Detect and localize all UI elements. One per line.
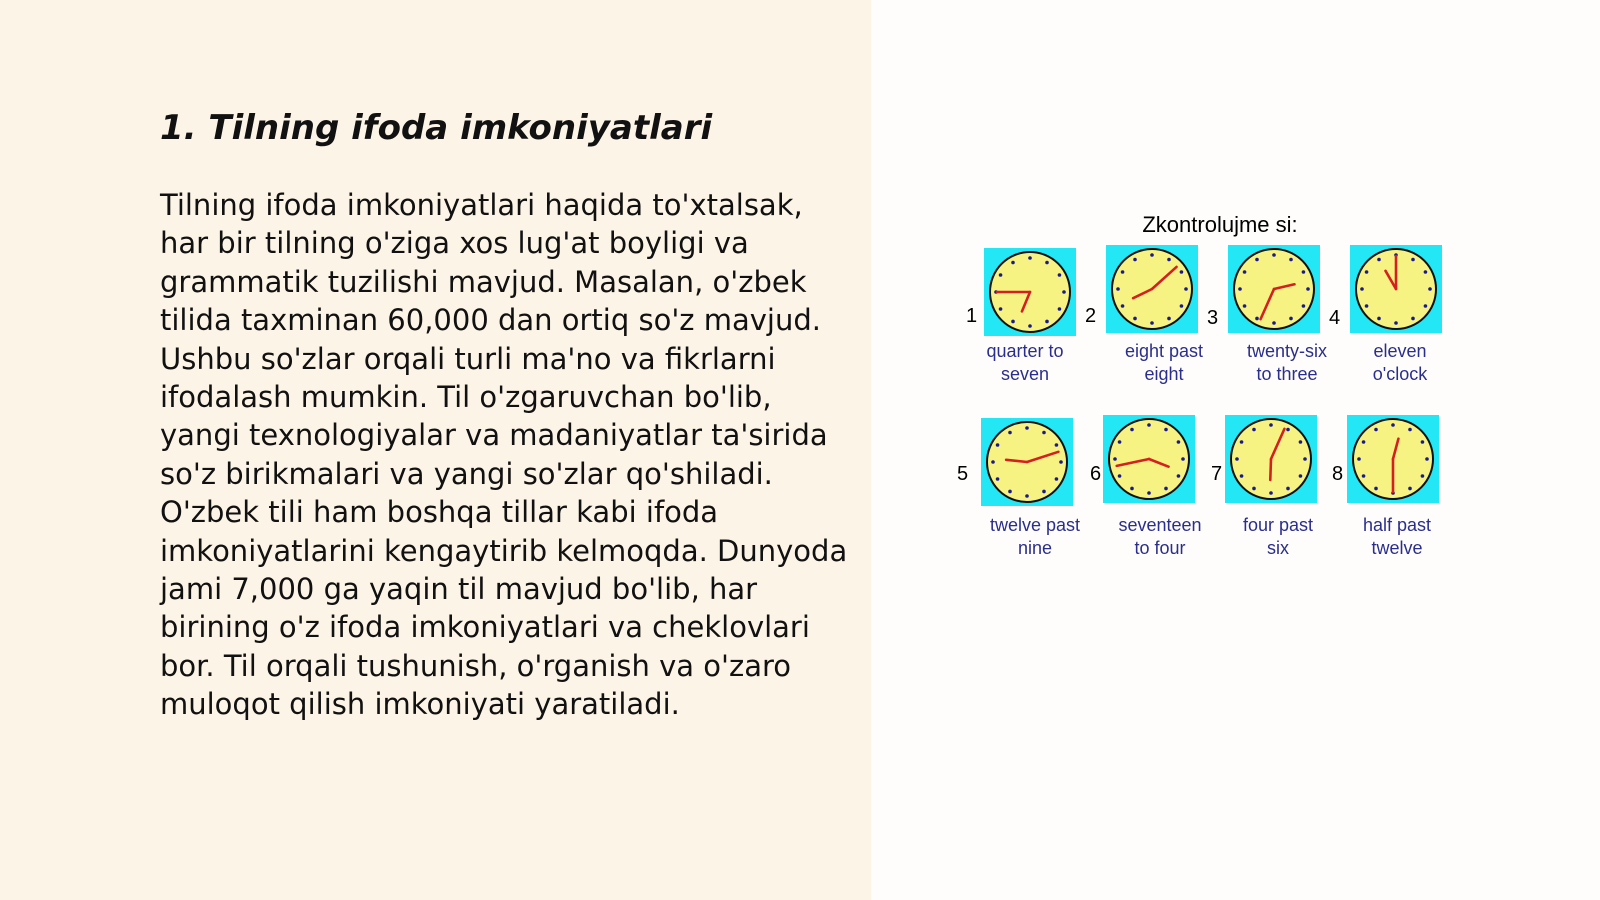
clock-caption: eight past eight bbox=[1124, 341, 1204, 384]
clock-caption: twenty-six to three bbox=[1246, 341, 1327, 384]
clock-icon bbox=[1225, 415, 1317, 503]
clock-number: 6 bbox=[1090, 463, 1102, 485]
clock-icon bbox=[981, 418, 1073, 506]
clock-caption: seventeen to four bbox=[1118, 515, 1202, 558]
figure-title: Zkontrolujme si: bbox=[1142, 212, 1298, 237]
clock-icon bbox=[1106, 245, 1198, 333]
clock-number: 2 bbox=[1085, 305, 1097, 327]
slide-body-text: Tilning ifoda imkoniyatlari haqida to'xtalsak, har bir tilning o'ziga xos lug'at boyligi va grammatik tuzilishi mavjud. Masalan, o'zbek tilida taxminan 60,000 dan ortiq so'z mavjud. Ushbu so'zlar orqali turli ma'no va fikrlarni ifodalash mumkin. Til o'zgaruvchan bo'lib, yangi texnologiyalar va madaniyatlar ta'sirida so'z birikmalari va yangi so'zlar qo'shiladi. O'zbek tili ham boshqa tillar kabi ifoda imkoniyatlarini kengaytirib kelmoqda. Dunyoda jami 7,000 ga yaqin til mavjud bo'lib, har birining o'z ifoda imkoniyatlari va cheklovlari bor. Til orqali tushunish, o'rganish va o'zaro muloqot qilish imkoniyati yaratiladi. bbox=[160, 188, 848, 722]
clock-icon bbox=[1228, 245, 1320, 333]
clock-number: 3 bbox=[1207, 307, 1219, 329]
clock-icon bbox=[1350, 245, 1442, 333]
clock-caption: half past twelve bbox=[1362, 515, 1432, 558]
clock-caption: twelve past nine bbox=[989, 515, 1081, 558]
clock-icon bbox=[984, 248, 1076, 336]
clock-icon bbox=[1347, 415, 1439, 503]
clock-caption: quarter to seven bbox=[986, 341, 1064, 384]
clock-icon bbox=[1103, 415, 1195, 503]
clock-caption: eleven o'clock bbox=[1372, 341, 1428, 384]
clock-number: 1 bbox=[966, 305, 978, 327]
clock-number: 5 bbox=[957, 463, 969, 485]
slide-title: 1. Tilning ifoda imkoniyatlari bbox=[160, 108, 713, 148]
clock-number: 7 bbox=[1211, 463, 1223, 485]
hour-hand bbox=[1270, 459, 1271, 480]
clock-caption: four past six bbox=[1242, 515, 1314, 558]
clock-number: 8 bbox=[1332, 463, 1344, 485]
clock-number: 4 bbox=[1329, 307, 1341, 329]
